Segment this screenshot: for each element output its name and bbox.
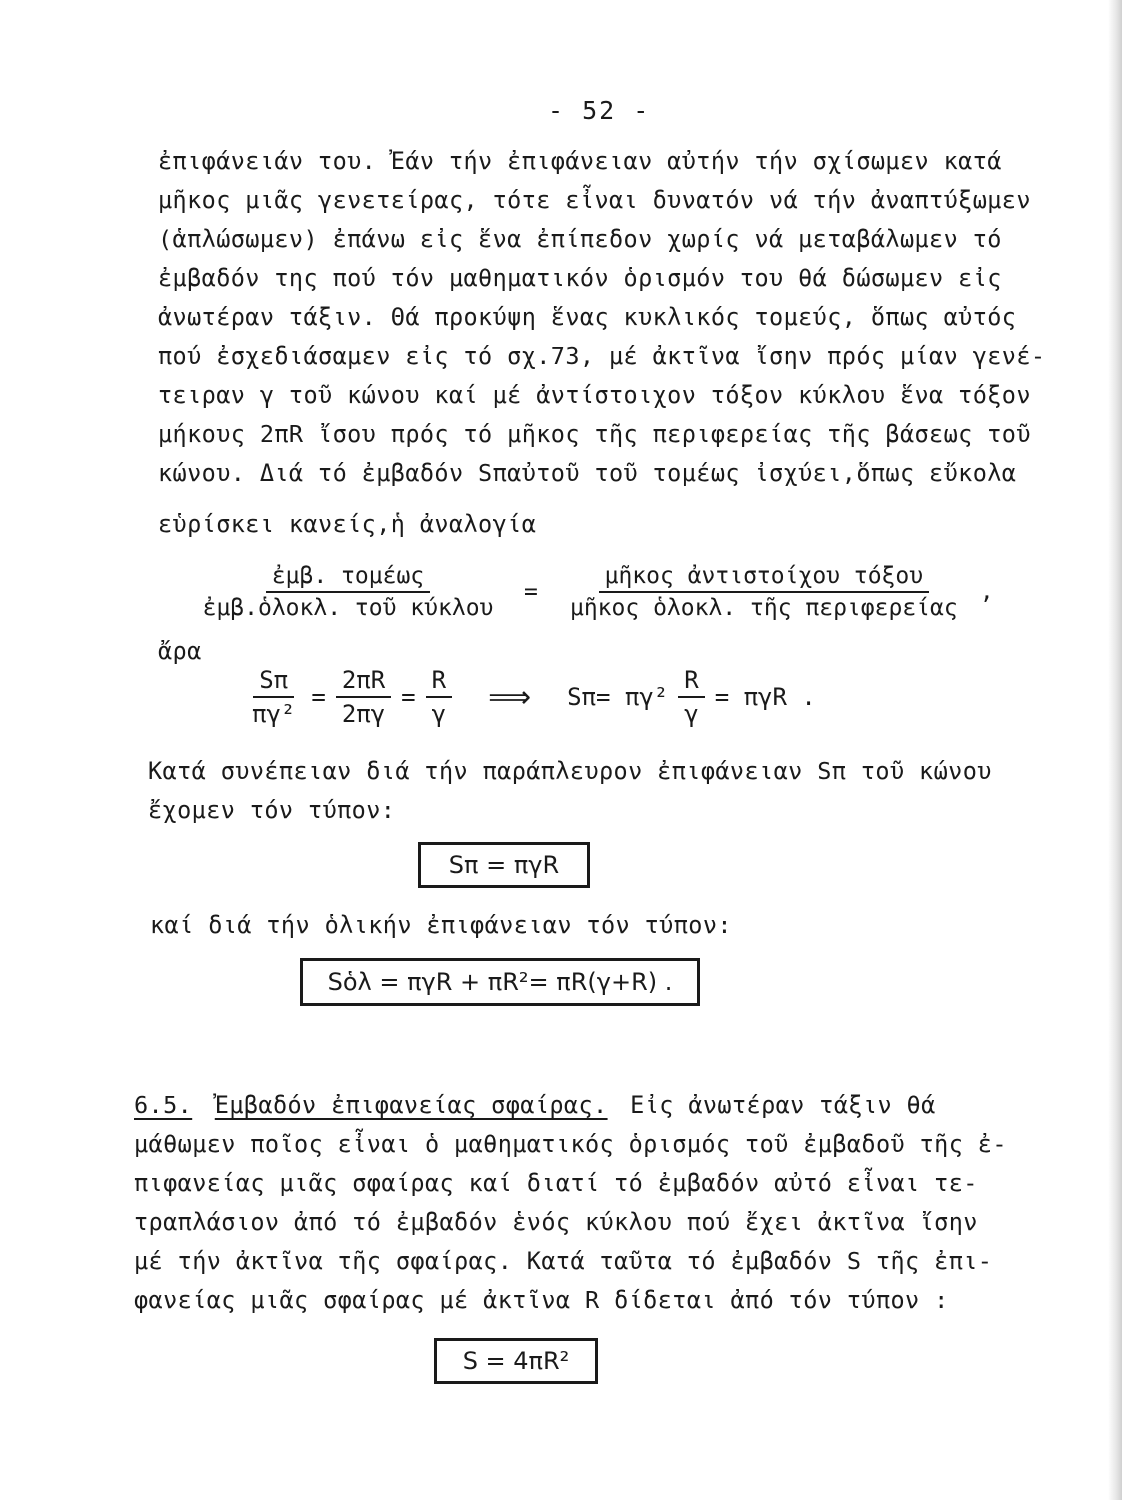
text-line: (ἁπλώσωμεν) ἐπάνω εἰς ἕνα ἐπίπεδον χωρίς νά μεταβάλωμεν τό xyxy=(158,225,1002,253)
fraction-length xyxy=(554,563,974,621)
page-number: - 52 - xyxy=(548,96,651,125)
fraction-denominator: ἐμβ.ὁλοκλ. τοῦ κύκλου xyxy=(202,595,494,621)
result-rhs: = πγR . xyxy=(714,683,816,711)
text-line: ἔχομεν τόν τύπον: xyxy=(148,796,396,824)
section-heading-line xyxy=(134,1086,1004,1125)
text-line: κώνου. Διά τό ἐμβαδόν Sπαὐτοῦ τοῦ τομέως ἰσχύει,ὅπως εὔκολα xyxy=(158,459,1017,487)
text-line: ἐπιφάνειάν του. Ἐάν τήν ἐπιφάνειαν αὐτήν τήν σχίσωμεν κατά xyxy=(158,147,1002,175)
fraction-sector xyxy=(246,666,301,728)
ara-label: ἄρα xyxy=(158,637,202,665)
derivation-equation xyxy=(246,666,816,728)
text-line: τραπλάσιον ἀπό τό ἐμβαδόν ἑνός κύκλου πού ἔχει ἀκτῖνα ἴσην xyxy=(134,1208,978,1236)
fraction-denominator: γ xyxy=(684,700,699,728)
paragraph-total: καί διά τήν ὁλικήν ἐπιφάνειαν τόν τύπον: xyxy=(150,911,732,939)
fraction-numerator: ἐμβ. τομέως xyxy=(266,563,430,593)
fraction-ratio xyxy=(426,666,452,728)
paragraph-lateral xyxy=(148,752,1018,830)
text-line: φανείας μιᾶς σφαίρας μέ ἀκτῖνα R δίδεται ἀπό τόν τύπον : xyxy=(134,1286,949,1314)
text-line: μάθωμεν ποῖος εἶναι ὁ μαθηματικός ὁρισμός τοῦ ἐμβαδοῦ τῆς ἐ- xyxy=(134,1130,1007,1158)
formula-box-total: Sὁλ = πγR + πR²= πR(γ+R) . xyxy=(300,958,700,1006)
text-line: τειραν γ τοῦ κώνου καί μέ ἀντίστοιχον τόξον κύκλου ἕνα τόξον xyxy=(158,381,1031,409)
formula-box-sphere: S = 4πR² xyxy=(434,1338,598,1384)
text-line: ἀνωτέραν τάξιν. Θά προκύψη ἕνας κυκλικός τομεύς, ὅπως αὐτός xyxy=(158,303,1017,331)
fraction-numerator: R xyxy=(426,666,452,698)
text-line: πιφανείας μιᾶς σφαίρας καί διατί τό ἐμβαδόν αὐτό εἶναι τε- xyxy=(134,1169,978,1197)
fraction-denominator: μῆκος ὁλοκλ. τῆς περιφερείας xyxy=(569,595,958,621)
proportion-equation xyxy=(188,562,1018,622)
paragraph-cone-surface xyxy=(158,142,1046,544)
fraction-ratio xyxy=(678,666,704,728)
result-lhs: Sπ= πγ² xyxy=(567,683,669,711)
page-edge-shadow xyxy=(1108,0,1122,1500)
text-line: μέ τήν ἀκτῖνα τῆς σφαίρας. Κατά ταῦτα τό ἐμβαδόν S τῆς ἐπι- xyxy=(134,1247,993,1275)
fraction-denominator: πγ² xyxy=(252,700,296,728)
fraction-denominator: 2πγ xyxy=(341,700,386,728)
fraction-numerator: R xyxy=(678,666,704,698)
implies-arrow-icon: ⟹ xyxy=(488,679,532,715)
equals-sign: = xyxy=(311,683,326,711)
fraction-numerator: Sπ xyxy=(253,666,294,698)
formula-box-lateral: Sπ = πγR xyxy=(418,842,590,888)
text-line: Κατά συνέπειαν διά τήν παράπλευρον ἐπιφάνειαν Sπ τοῦ κώνου xyxy=(148,757,992,785)
comma: , xyxy=(979,579,994,605)
text-line: πού ἐσχεδιάσαμεν εἰς τό σχ.73, μέ ἀκτῖνα ἴσην πρός μίαν γενέ- xyxy=(158,342,1046,370)
equals-sign: = xyxy=(401,683,416,711)
fraction-circumference xyxy=(336,666,391,728)
fraction-area xyxy=(188,563,508,621)
text-line: ἐμβαδόν της πού τόν μαθηματικόν ὁρισμόν του θά δώσωμεν εἰς xyxy=(158,264,1002,292)
equals-sign: = xyxy=(524,579,538,605)
text-line: Εἰς ἀνωτέραν τάξιν θά xyxy=(630,1091,936,1119)
section-title: Ἐμβαδόν ἐπιφανείας σφαίρας. xyxy=(214,1091,608,1119)
text-line: μήκους 2πR ἴσου πρός τό μῆκος τῆς περιφερείας τῆς βάσεως τοῦ xyxy=(158,420,1031,448)
section-sphere xyxy=(134,1086,1007,1320)
section-number: 6.5. xyxy=(134,1091,193,1119)
text-line: εὑρίσκει κανείς,ἡ ἀναλογία xyxy=(158,510,537,538)
fraction-numerator: μῆκος ἀντιστοίχου τόξου xyxy=(599,563,930,593)
text-line: μῆκος μιᾶς γενετείρας, τότε εἶναι δυνατόν νά τήν ἀναπτύξωμεν xyxy=(158,186,1031,214)
fraction-denominator: γ xyxy=(431,700,447,728)
fraction-numerator: 2πR xyxy=(336,666,391,698)
